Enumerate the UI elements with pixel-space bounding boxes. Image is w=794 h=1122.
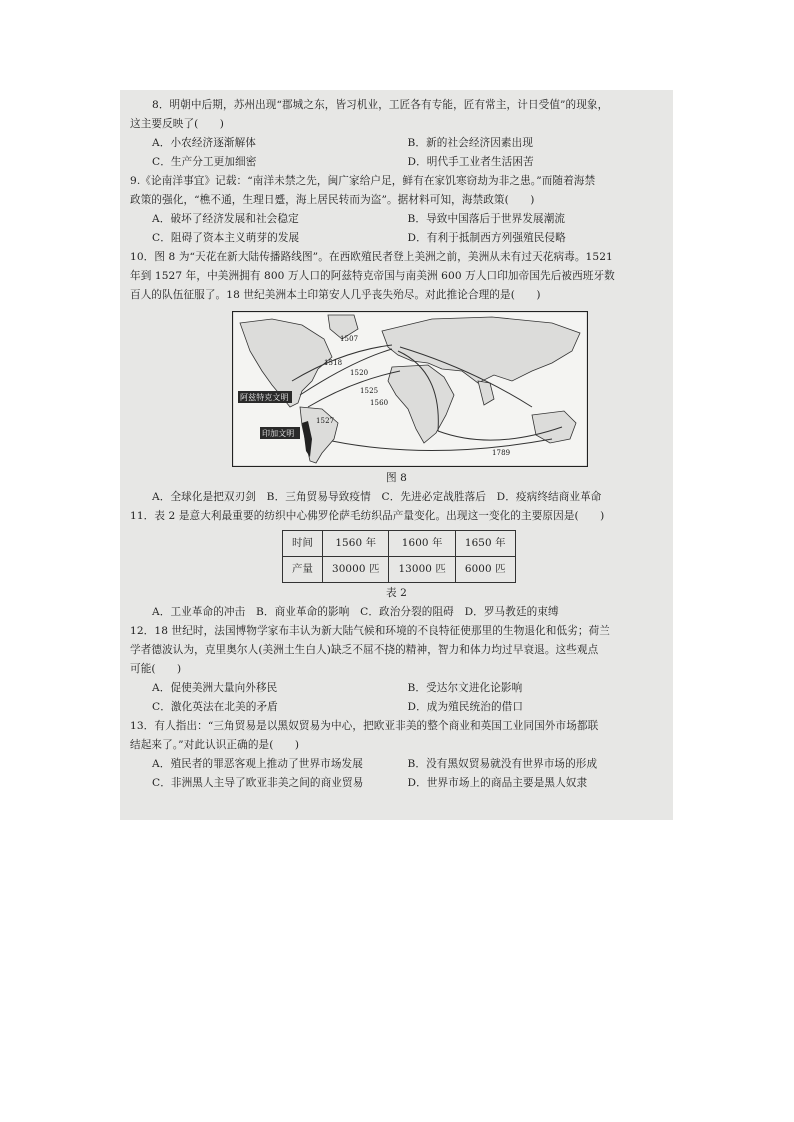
- q13-option-b[interactable]: B．没有黑奴贸易就没有世界市场的形成: [407, 758, 598, 770]
- table-cell: 13000 匹: [389, 557, 455, 583]
- map-year-label: 1507: [340, 335, 359, 343]
- q9-option-c[interactable]: C．阻碍了资本主义萌芽的发展: [152, 232, 300, 244]
- question-9: [130, 172, 663, 248]
- q12-stem-line3: 可能( ): [130, 663, 182, 675]
- map-year-label: 1527: [316, 417, 335, 425]
- table-cell: 1560 年: [322, 531, 388, 557]
- map-year-label: 1518: [324, 359, 343, 367]
- table-cell: 时间: [283, 531, 323, 557]
- map-figure: [232, 311, 588, 467]
- map-year-label: 1789: [492, 449, 511, 457]
- q9-option-a[interactable]: A．破坏了经济发展和社会稳定: [152, 213, 299, 225]
- map-year-label: 1520: [350, 369, 369, 377]
- q13-stem-line2: 结起来了。”对此认识正确的是( ): [130, 739, 300, 751]
- table-cell: 产量: [283, 557, 323, 583]
- q13-stem-line1: 13．有人指出：“三角贸易是以黑奴贸易为中心，把欧亚非美的整个商业和英国工业同国外市场都联: [130, 720, 599, 732]
- q9-stem-line2: 政策的强化，“樵不通，生理日蹙，海上居民转而为盗”。据材料可知，海禁政策( ): [130, 194, 535, 206]
- q9-stem-line1: 9.《论南洋事宜》记载：“南洋未禁之先，闽广家给户足，鲜有在家饥寒窃劫为非之患。”而随着海禁: [130, 175, 596, 187]
- q8-stem-line1: 8．明朝中后期，苏州出现“郡城之东，皆习机业，工匠各有专能，匠有常主，计日受值”的现象，: [152, 99, 609, 111]
- q12-stem-line2: 学者德波认为，克里奥尔人(美洲土生白人)缺乏不屈不挠的精神，智力和体力均过早衰退。这些观点: [130, 644, 599, 656]
- q12-option-c[interactable]: C．激化英法在北美的矛盾: [152, 701, 278, 713]
- q10-options-text[interactable]: A．全球化是把双刃剑 B．三角贸易导致疫情 C．先进必定战胜落后 D．疫病终结商业革命: [152, 491, 602, 503]
- table-cell: 1600 年: [389, 531, 455, 557]
- question-11: [130, 507, 663, 622]
- q9-options-row1: [130, 210, 663, 229]
- q10-options: [130, 488, 663, 507]
- q12-option-a[interactable]: A．促使美洲大量向外移民: [152, 682, 278, 694]
- q8-option-b[interactable]: B．新的社会经济因素出现: [407, 137, 534, 149]
- q11-options-text[interactable]: A．工业革命的冲击 B．商业革命的影响 C．政治分裂的阻碍 D．罗马教廷的束缚: [152, 606, 559, 618]
- q11-options: [130, 603, 663, 622]
- q8-options-row2: [130, 153, 663, 172]
- q9-options-row2: [130, 229, 663, 248]
- q8-option-c[interactable]: C．生产分工更加细密: [152, 156, 257, 168]
- question-8: [130, 96, 663, 172]
- q9-option-d[interactable]: D．有利于抵制西方列强殖民侵略: [407, 232, 566, 244]
- q10-stem-line1: 10．图 8 为“天花在新大陆传播路线图”。在西欧殖民者登上美洲之前，美洲从未有过天花病毒。1521: [130, 251, 613, 263]
- inca-label: 印加文明: [262, 429, 295, 438]
- q12-option-b[interactable]: B．受达尔文进化论影响: [407, 682, 523, 694]
- q13-option-a[interactable]: A．殖民者的罪恶客观上推动了世界市场发展: [152, 758, 363, 770]
- table-cell: 6000 匹: [455, 557, 515, 583]
- table-cell: 1650 年: [455, 531, 515, 557]
- table-caption: 表 2: [385, 587, 407, 599]
- q11-stem: 11．表 2 是意大利最重要的纺织中心佛罗伦萨毛纺织品产量变化。出现这一变化的主要原因是( ): [130, 510, 605, 522]
- map-year-label: 1525: [360, 387, 379, 395]
- q12-stem-line1: 12．18 世纪时，法国博物学家布丰认为新大陆气候和环境的不良特征使那里的生物退化和低劣；荷兰: [130, 625, 610, 637]
- q13-option-d[interactable]: D．世界市场上的商品主要是黑人奴隶: [407, 777, 588, 789]
- question-10: [130, 248, 663, 507]
- table-row: [283, 531, 516, 557]
- q10-stem-line3: 百人的队伍征服了。18 世纪美洲本土印第安人几乎丧失殆尽。对此推论合理的是( ): [130, 289, 541, 301]
- exam-page: [120, 90, 673, 820]
- table-row: [283, 557, 516, 583]
- question-13: [130, 717, 663, 793]
- q8-option-a[interactable]: A．小农经济逐渐解体: [152, 137, 256, 149]
- smallpox-route-map: [232, 311, 588, 467]
- q12-options-row2: [130, 698, 663, 717]
- q10-stem-line2: 年到 1527 年，中美洲拥有 800 万人口的阿兹特克帝国与南美洲 600 万人口印加帝国先后被西班牙数: [130, 270, 615, 282]
- table-2: [282, 530, 516, 583]
- figure-caption: 图 8: [385, 472, 407, 484]
- q8-options-row1: [130, 134, 663, 153]
- q13-options-row2: [130, 774, 663, 793]
- question-12: [130, 622, 663, 717]
- q13-options-row1: [130, 755, 663, 774]
- table-cell: 30000 匹: [322, 557, 388, 583]
- q12-option-d[interactable]: D．成为殖民统治的借口: [407, 701, 524, 713]
- q9-option-b[interactable]: B．导致中国落后于世界发展潮流: [407, 213, 566, 225]
- q8-option-d[interactable]: D．明代手工业者生活困苦: [407, 156, 534, 168]
- aztec-label: 阿兹特克文明: [240, 393, 289, 402]
- map-year-label: 1560: [370, 399, 389, 407]
- q8-stem-line2: 这主要反映了( ): [130, 118, 225, 130]
- q13-option-c[interactable]: C．非洲黑人主导了欧亚非美之间的商业贸易: [152, 777, 364, 789]
- q12-options-row1: [130, 679, 663, 698]
